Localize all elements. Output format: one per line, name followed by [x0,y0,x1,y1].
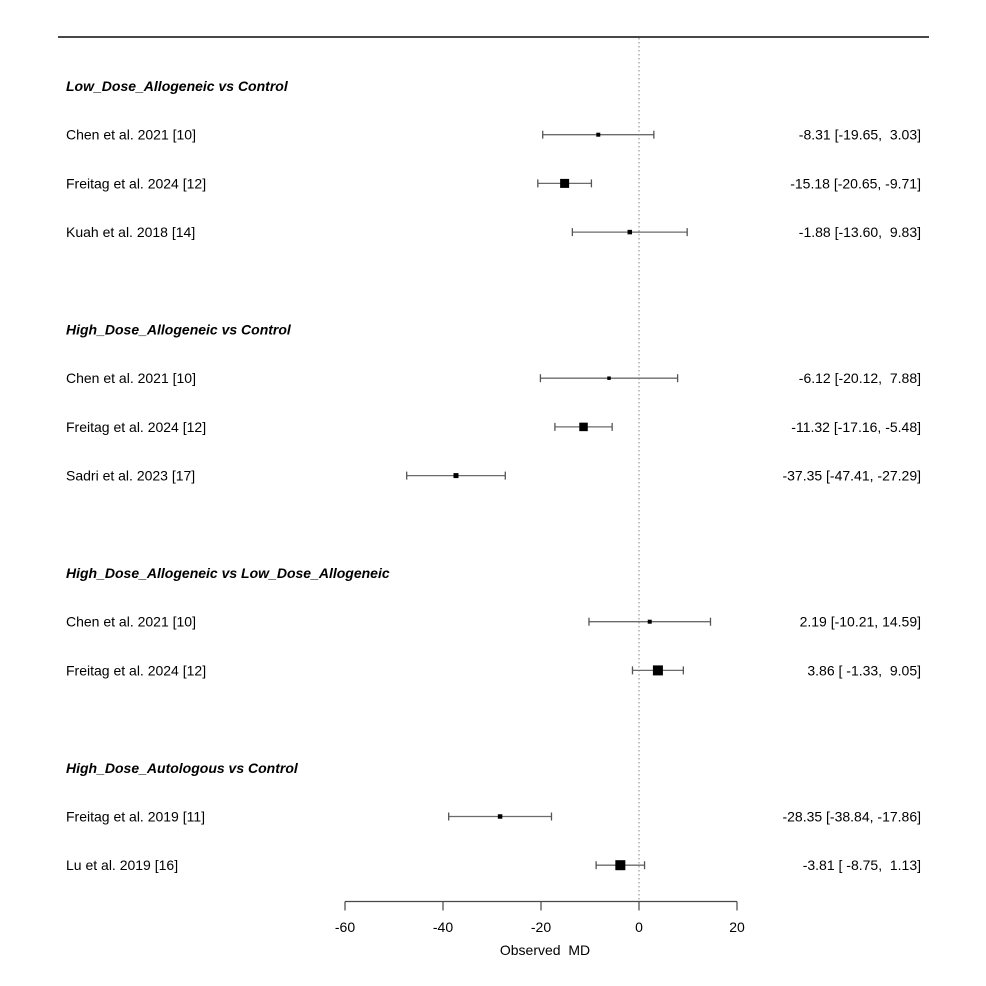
x-axis-title: Observed MD [499,942,591,958]
estimate-annotation: -3.81 [ -8.75, 1.13] [802,857,921,874]
effect-marker [453,473,458,478]
estimate-annotation: 3.86 [ -1.33, 9.05] [807,662,921,679]
study-label: Freitag et al. 2024 [12] [66,418,207,435]
group-header-label: High_Dose_Autologous vs Control [66,759,298,776]
effect-marker [579,423,588,432]
estimate-annotation: -6.12 [-20.12, 7.88] [798,370,921,387]
study-label: Chen et al. 2021 [10] [66,370,196,387]
study-label: Freitag et al. 2024 [12] [66,662,207,679]
estimate-annotation: -8.31 [-19.65, 3.03] [798,126,921,143]
study-label: Freitag et al. 2024 [12] [66,175,207,192]
effect-marker [596,133,600,137]
effect-marker [615,860,625,870]
estimate-annotation: -11.32 [-17.16, -5.48] [791,418,921,435]
x-axis-tick-label: -40 [432,919,454,935]
study-label: Freitag et al. 2019 [11] [66,808,206,825]
x-axis-tick-label: -20 [530,919,552,935]
study-label: Kuah et al. 2018 [14] [66,224,196,241]
effect-marker [498,814,503,819]
effect-marker [648,620,652,624]
study-label: Chen et al. 2021 [10] [66,126,196,143]
group-header-label: Low_Dose_Allogeneic vs Control [66,78,288,94]
estimate-annotation: 2.19 [-10.21, 14.59] [799,613,921,630]
effect-marker [607,376,611,380]
study-label: Chen et al. 2021 [10] [66,613,196,630]
estimate-annotation: -1.88 [-13.60, 9.83] [798,224,921,241]
estimate-annotation: -15.18 [-20.65, -9.71] [790,175,921,192]
x-axis-tick-label: -60 [334,919,356,935]
study-label: Sadri et al. 2023 [17] [66,467,196,484]
effect-marker [628,230,633,235]
x-axis-tick-label: 20 [729,919,745,935]
effect-marker [653,665,663,675]
effect-marker [560,179,569,188]
study-label: Lu et al. 2019 [16] [66,857,179,874]
group-header-label: High_Dose_Allogeneic vs Control [66,321,291,338]
x-axis-tick-label: 0 [635,919,643,935]
estimate-annotation: -37.35 [-47.41, -27.29] [782,467,921,484]
group-header-label: High_Dose_Allogeneic vs Low_Dose_Allogeneic [66,565,390,581]
estimate-annotation: -28.35 [-38.84, -17.86] [782,808,921,825]
